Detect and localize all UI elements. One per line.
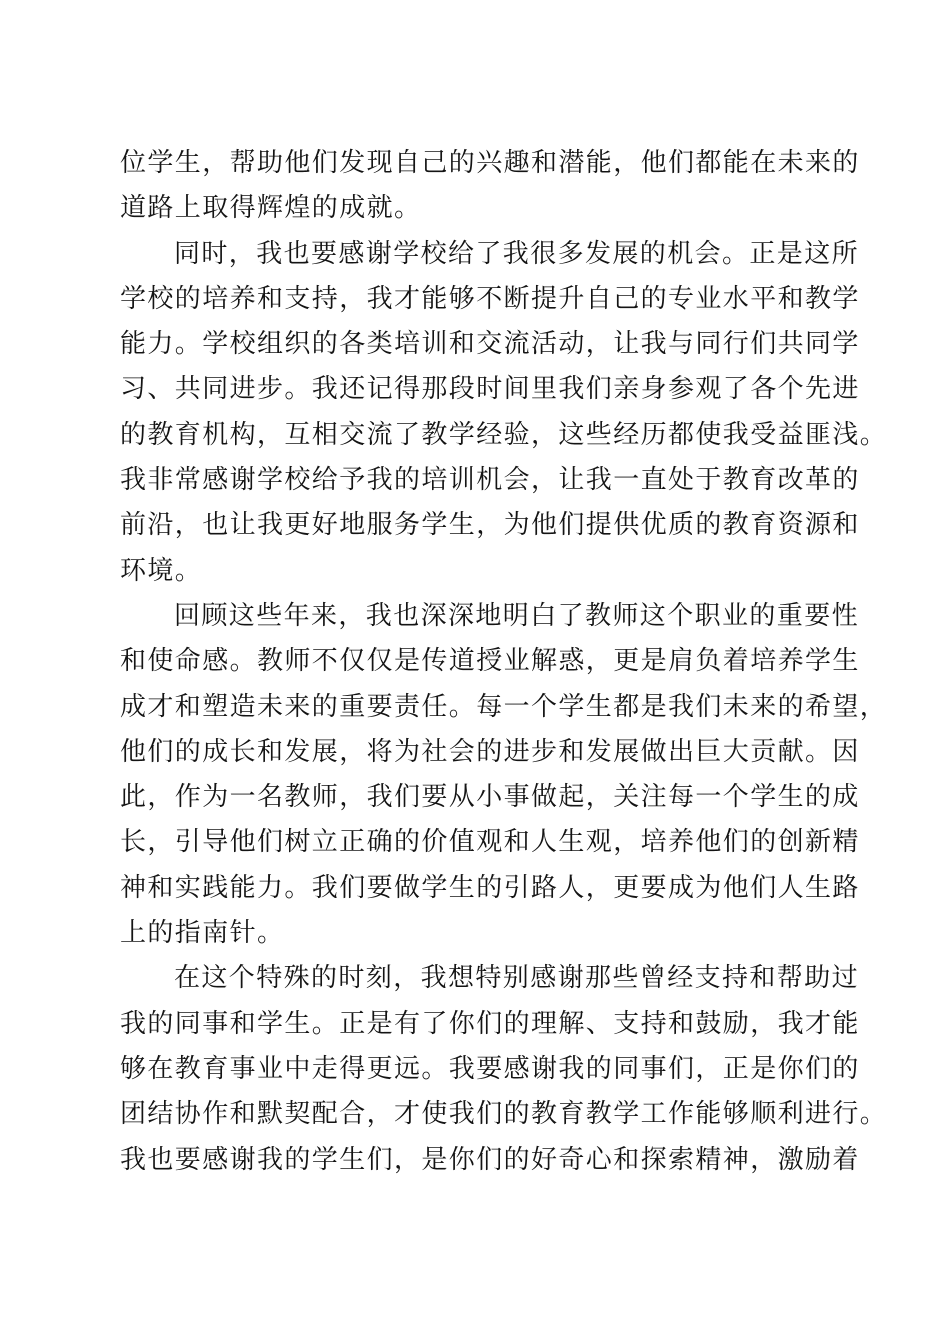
text-line: 团结协作和默契配合，才使我们的教育教学工作能够顺利进行。: [120, 1099, 888, 1130]
text-line: 神和实践能力。我们要做学生的引路人，更要成为他们人生路: [120, 872, 860, 903]
text-line: 我非常感谢学校给予我的培训机会，让我一直处于教育改革的: [120, 465, 860, 496]
text-line: 上的指南针。: [120, 918, 285, 949]
text-line: 环境。: [120, 555, 203, 586]
paragraph-first-line: 同时，我也要感谢学校给了我很多发展的机会。正是这所: [174, 238, 860, 269]
document-body: [120, 141, 888, 1183]
text-line: 我的同事和学生。正是有了你们的理解、支持和鼓励，我才能: [120, 1008, 860, 1039]
text-line: 道路上取得辉煌的成就。: [120, 193, 422, 224]
text-line: 学校的培养和支持，我才能够不断提升自己的专业水平和教学: [120, 283, 860, 314]
paragraph-first-line: 回顾这些年来，我也深深地明白了教师这个职业的重要性: [174, 600, 860, 631]
text-line: 此，作为一名教师，我们要从小事做起，关注每一个学生的成: [120, 782, 860, 813]
text-line: 够在教育事业中走得更远。我要感谢我的同事们，正是你们的: [120, 1053, 860, 1084]
text-line: 他们的成长和发展，将为社会的进步和发展做出巨大贡献。因: [120, 736, 860, 767]
text-line: 长，引导他们树立正确的价值观和人生观，培养他们的创新精: [120, 827, 860, 858]
text-line: 的教育机构，互相交流了教学经验，这些经历都使我受益匪浅。: [120, 419, 888, 450]
text-line: 和使命感。教师不仅仅是传道授业解惑，更是肩负着培养学生: [120, 646, 860, 677]
text-line: 习、共同进步。我还记得那段时间里我们亲身参观了各个先进: [120, 374, 860, 405]
text-line: 能力。学校组织的各类培训和交流活动，让我与同行们共同学: [120, 329, 860, 360]
text-line: 位学生，帮助他们发现自己的兴趣和潜能，他们都能在未来的: [120, 148, 860, 178]
text-line: 前沿，也让我更好地服务学生，为他们提供优质的教育资源和: [120, 510, 860, 541]
paragraph-first-line: 在这个特殊的时刻，我想特别感谢那些曾经支持和帮助过: [174, 963, 860, 994]
text-line: 我也要感谢我的学生们，是你们的好奇心和探索精神，激励着: [120, 1144, 860, 1175]
text-line: 成才和塑造未来的重要责任。每一个学生都是我们未来的希望，: [120, 691, 888, 722]
